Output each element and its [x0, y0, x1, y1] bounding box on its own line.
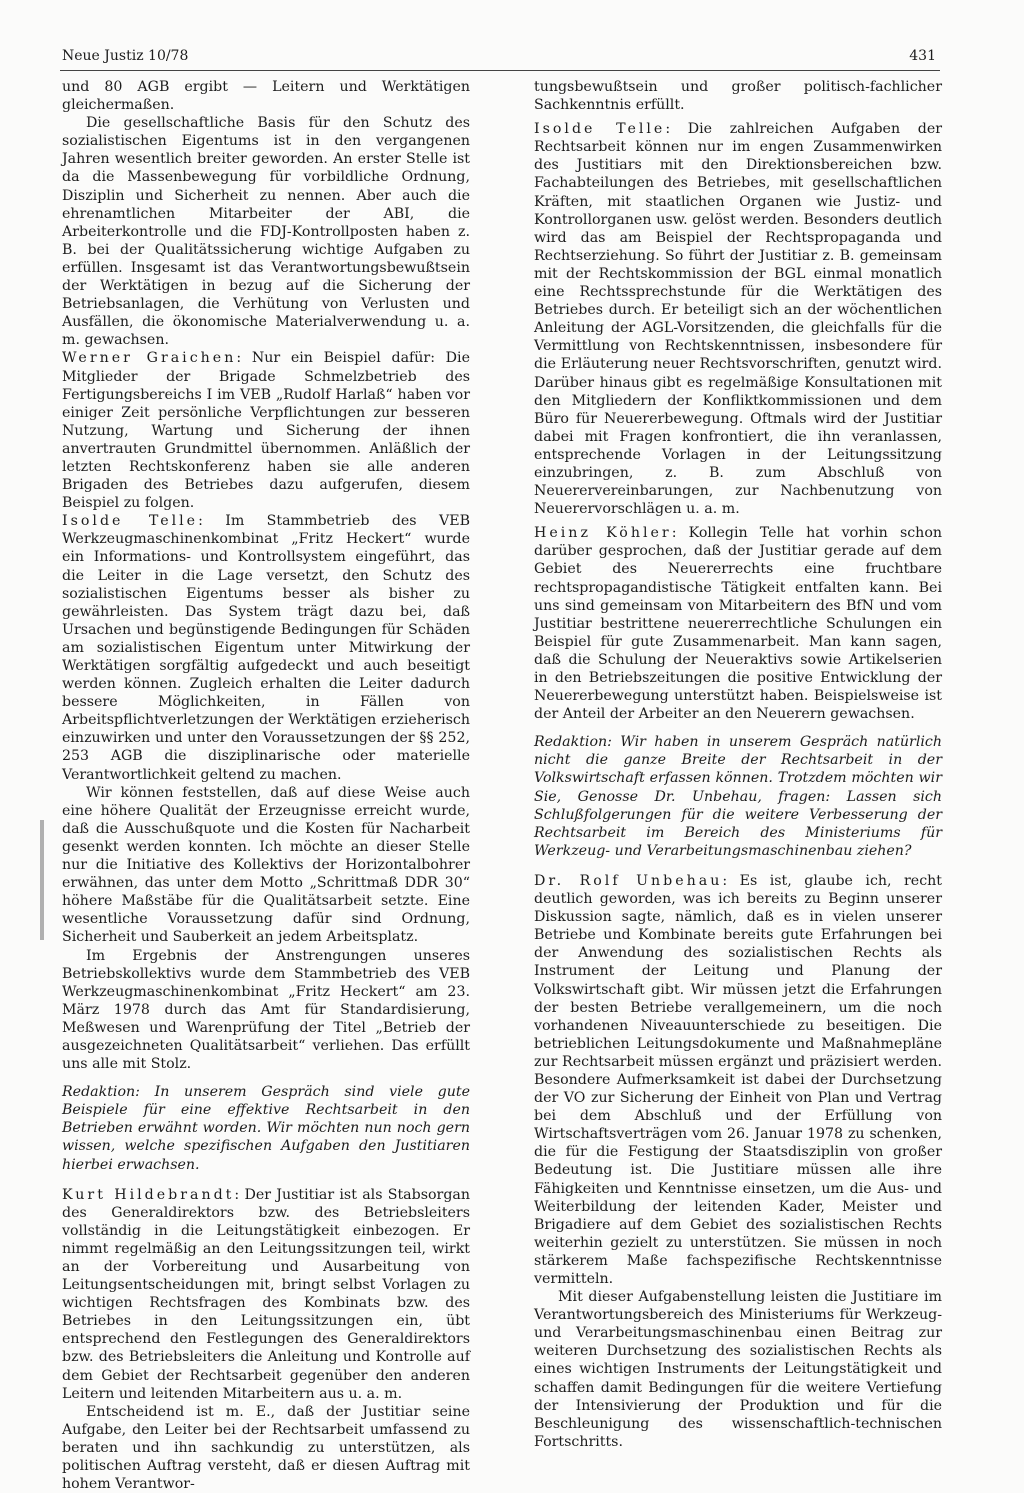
- speech-paragraph: [534, 120, 942, 518]
- speech-text: : Nur ein Beispiel dafür: Die Mitglieder der Brigade Schmelzbetrieb des Fertigungsbereichs I im VEB „Rudolf Harlaß“ haben vor einiger Zeit persönliche Verpflichtungen zur besseren Nutzung, Wartung und Sicherung der ihnen anvertrauten Grundmittel übernommen. Anläßlich der letzten Rechtskonferenz haben sie alle anderen Brigaden des Betriebes dazu aufgerufen, diesem Beispiel zu folgen.: [62, 350, 470, 512]
- running-header: [62, 48, 936, 72]
- paragraph: Im Ergebnis der Anstrengungen unseres Betriebskollektivs wurde dem Stammbetrieb des VEB Werkzeugmaschinenkombinat „Fritz Heckert“ am 23. März 1978 durch das Amt für Standardisierung, Meßwesen und Warenprüfung der Titel „Betrieb der ausgezeichneten Qualitätsarbeit“ verliehen. Das erfüllt uns alle mit Stolz.: [62, 947, 470, 1073]
- speech-paragraph: [62, 1186, 470, 1403]
- speaker-name: Heinz Köhler: [534, 525, 672, 542]
- speech-text: : Im Stammbetrieb des VEB Werkzeugmaschinenkombinat „Fritz Heckert“ wurde ein Informations- und Kontrollsystem eingeführt, das die Leiter in die Lage versetzt, den Schutz des sozialistischen Eigentums besser als bisher zu gewährleisten. Das System trägt dazu bei, daß Ursachen und begünstigende Bedingungen für Schäden am sozialistischen Eigentum unter Mitwirkung der Werktätigen sorgfältig aufgedeckt und auch beseitigt werden können. Zugleich erhalten die Leiter dadurch bessere Möglichkeiten, in Fällen von Arbeitspflichtverletzungen der Werktätigen erzieherisch einzuwirken und unter den Voraussetzungen der §§ 252, 253 AGB die disziplinarische oder materielle Verantwortlichkeit geltend zu machen.: [62, 513, 470, 783]
- margin-smudge: [40, 820, 44, 940]
- editorial-question: Redaktion: Wir haben in unserem Gespräch natürlich nicht die ganze Breite der Rechtsarbeit in der Volkswirtschaft erfassen können. Trotzdem möchten wir Sie, Genosse Dr. Unbehau, fragen: Lassen sich Schlußfolgerungen für die weitere Verbesserung der Rechtsarbeit im Bereich des Ministeriums für Werkzeug- und Verarbeitungsmaschinenbau ziehen?: [534, 734, 942, 859]
- speech-paragraph: [62, 349, 470, 512]
- header-rule: [60, 70, 940, 71]
- paragraph: Mit dieser Aufgabenstellung leisten die Justitiare im Verantwortungsbereich des Ministeriums für Werkzeug- und Verarbeitungsmaschinenbau einen Beitrag zur weiteren Durchsetzung des sozialistischen Rechts als eines wichtigen Instruments der Leitungstätigkeit und schaffen damit Bedingungen für die weitere Vertiefung der Intensivierung der Produktion und für die Beschleunigung des wissenschaftlich-technischen Fortschritts.: [534, 1289, 942, 1450]
- editorial-question: Redaktion: In unserem Gespräch sind viele gute Beispiele für eine effektive Rechtsarbeit in den Betrieben erwähnt worden. Wir möchten nun noch gern wissen, welche spezifischen Aufgaben den Justitiaren hierbei erwachsen.: [62, 1084, 470, 1173]
- paragraph: Entscheidend ist m. E., daß der Justitiar seine Aufgabe, den Leiter bei der Rechtsarbeit umfassend zu beraten und ihn sachkundig zu unterstützen, als politischen Auftrag versteht, daß er diesen Auftrag mit hohem Verantwor-: [62, 1403, 470, 1493]
- speech-paragraph: [534, 524, 942, 723]
- journal-title: Neue Justiz 10/78: [62, 48, 189, 64]
- paragraph: Die gesellschaftliche Basis für den Schutz des sozialistischen Eigentums ist in den vergangenen Jahren wesentlich breiter geworden. An erster Stelle ist da die Massenbewegung für vorbildliche Ordnung, Disziplin und Sicherheit zu nennen. Aber auch die ehrenamtlichen Mitarbeiter der ABI, die Arbeiterkontrolle und die FDJ-Kontrollposten haben z. B. bei der Qualitätssicherung wichtige Aufgaben zu erfüllen. Insgesamt ist das Verantwortungsbewußtsein der Werktätigen in bezug auf die Sicherung der Betriebsanlagen, die Verhütung von Verlusten und Ausfällen, die ökonomische Materialverwendung u. a. m. gewachsen.: [62, 115, 470, 349]
- speaker-name: Isolde Telle: [62, 513, 199, 530]
- speaker-name: Isolde Telle: [534, 121, 666, 138]
- speech-text: : Die zahlreichen Aufgaben der Rechtsarbeit können nur im engen Zusammenwirken des Justitiars mit den Direktionsbereichen bzw. Fachabteilungen des Betriebes, mit gesellschaftlichen Kräften, mit staatlichen Organen wie Justiz- und Kontrollorganen usw. gelöst werden. Besonders deutlich wird das am Beispiel der Rechtspropaganda und Rechtserziehung. So führt der Justitiar z. B. gemeinsam mit der Rechtskommission der BGL einmal monatlich eine Rechtssprechstunde für die Werktätigen des Betriebes durch. Er beteiligt sich an der wöchentlichen Anleitung der AGL-Vorsitzenden, die gleichfalls für die Vermittlung von Rechtskenntnissen, insbesondere für die Erläuterung neuer Rechtsvorschriften, genutzt wird. Darüber hinaus gibt es regelmäßige Konsultationen mit den Mitgliedern der Konfliktkommissionen und dem Büro für Neuererbewegung. Oftmals wird der Justitiar dabei mit Fragen konfrontiert, die ihn veranlassen, entsprechende Vorlagen in der Leitungssitzung einzubringen, z. B. zum Abschluß von Neuerervereinbarungen, zur Nachbenutzung von Neuerervorschlägen u. a. m.: [534, 121, 942, 518]
- speaker-name: Dr. Rolf Unbehau: [534, 872, 723, 889]
- speech-text: : Kollegin Telle hat vorhin schon darüber gesprochen, daß der Justitiar gerade auf dem Gebiet des Neuererrechts eine fruchtbare rechtspropagandistische Tätigkeit entfalten kann. Bei uns sind gemeinsam von Mitarbeitern des BfN und vom Justitiar bestrittene neuererrechtliche Schulungen ein Beispiel für gute Zusammenarbeit. Man kann sagen, daß die Schulung der Neueraktivs sowie Artikelserien in den Betriebszeitungen die positive Entwicklung der Neuererbewegung unterstützt haben. Beispielsweise ist der Anteil der Arbeiter an den Neuerern gewachsen.: [534, 525, 942, 723]
- speech-text: : Der Justitiar ist als Stabsorgan des Generaldirektors bzw. des Betriebsleiters vollständig in die Leitungstätigkeit einbezogen. Er nimmt regelmäßig an den Leitungssitzungen teil, wirkt an der Vorbereitung und Ausarbeitung von Leitungsentscheidungen mit, bringt selbst Vorlagen zu wichtigen Rechtsfragen des Kombinats bzw. des Betriebes in den Leitungssitzungen ein, übt entsprechend den Festlegungen des Generaldirektors bzw. des Betriebsleiters die Anleitung und Kontrolle auf dem Gebiet der Rechtsarbeit gegenüber den anderen Leitern und leitenden Mitarbeitern aus u. a. m.: [62, 1186, 471, 1402]
- right-column: [534, 78, 942, 1451]
- left-column: [62, 78, 470, 1493]
- paragraph: tungsbewußtsein und großer politisch-fachlicher Sachkenntnis erfüllt.: [534, 79, 942, 114]
- speech-paragraph: [534, 872, 942, 1288]
- paragraph: und 80 AGB ergibt — Leitern und Werktätigen gleichermaßen.: [62, 79, 470, 114]
- page-number: 431: [909, 48, 936, 64]
- speaker-name: Werner Graichen: [62, 350, 237, 367]
- speech-text: : Es ist, glaube ich, recht deutlich geworden, was ich bereits zu Beginn unserer Diskussion sagte, nämlich, daß es in vielen unserer Betriebe und Kombinate bereits gute Erfahrungen bei der Anwendung des sozialistischen Rechts als Instrument der Leitung und Planung der Volkswirtschaft gibt. Wir müssen jetzt die Erfahrungen der besten Betriebe verallgemeinern, um die noch vorhandenen Niveauunterschiede zu beseitigen. Die betrieblichen Leitungsdokumente und Maßnahmepläne zur Rechtsarbeit müssen ergänzt und präzisiert werden. Besondere Aufmerksamkeit ist dabei der Durchsetzung der VO zur Sicherung der Einheit von Plan und Vertrag bei dem Abschluß und der Erfüllung von Wirtschaftsverträgen vom 26. Januar 1978 zu schenken, die für die Festigung der Staatsdisziplin von großer Bedeutung ist. Die Justitiare müssen alle ihre Fähigkeiten und Kenntnisse einsetzen, um die Aus- und Weiterbildung der leitenden Kader, Meister und Brigadiere auf dem Gebiet des sozialistischen Rechts weiterhin gezielt zu unterstützen. Sie müssen in noch stärkerem Maße fachspezifische Rechtskenntnisse vermitteln.: [534, 872, 942, 1287]
- speaker-name: Kurt Hildebrandt: [62, 1186, 235, 1203]
- paragraph: Wir können feststellen, daß auf diese Weise auch eine höhere Qualität der Erzeugnisse erreicht wurde, daß die Ausschußquote und die Kosten für Nacharbeit gesenkt werden konnten. Ich möchte an dieser Stelle nur die Initiative des Kollektivs der Horizontalbohrer erwähnen, das unter dem Motto „Schrittmaß DDR 30“ höhere Maßstäbe für die Qualitätsarbeit setzte. Eine wesentliche Voraussetzung dafür sind Ordnung, Sicherheit und Sauberkeit an jedem Arbeitsplatz.: [62, 784, 470, 946]
- speech-paragraph: [62, 512, 470, 783]
